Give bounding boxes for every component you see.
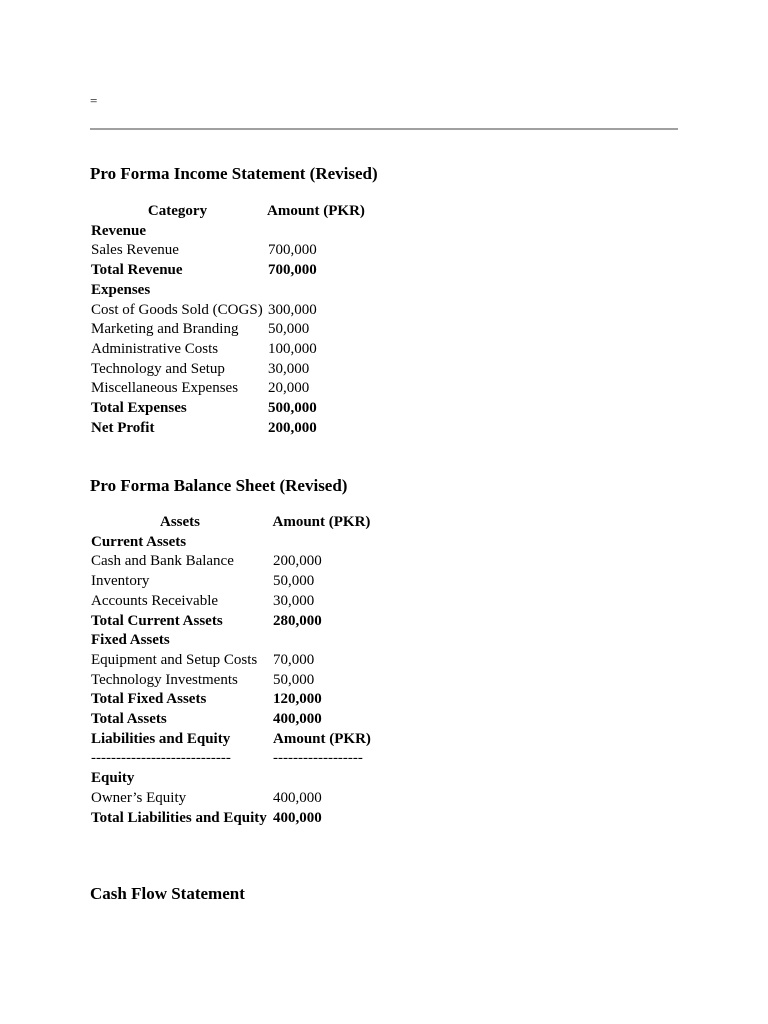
column-header-assets: Assets [160, 514, 200, 530]
row-label: Total Revenue [91, 262, 183, 279]
row-amount: ------------------ [273, 750, 363, 767]
table-row [89, 631, 372, 651]
row-label: Liabilities and Equity [91, 730, 231, 747]
row-amount: 50,000 [273, 573, 315, 590]
table-header-row [89, 513, 372, 533]
balance-sheet-title: Pro Forma Balance Sheet (Revised) [90, 476, 348, 495]
row-amount: 50,000 [273, 671, 315, 688]
row-amount: Amount (PKR) [273, 730, 371, 747]
row-amount: 400,000 [273, 711, 322, 728]
row-label: Net Profit [91, 419, 155, 436]
row-label: Owner’s Equity [91, 789, 187, 806]
cash-flow-title: Cash Flow Statement [90, 884, 245, 903]
table-row [89, 572, 372, 592]
table-row [89, 533, 372, 553]
row-label: Equipment and Setup Costs [91, 651, 258, 668]
row-label: Technology Investments [91, 671, 238, 688]
row-label: Cash and Bank Balance [91, 553, 234, 570]
row-amount: 200,000 [268, 419, 317, 436]
row-amount: 100,000 [268, 340, 317, 357]
row-amount: 20,000 [268, 380, 310, 397]
page-marker: = [90, 93, 98, 108]
table-row [89, 340, 366, 360]
row-label: Revenue [91, 222, 146, 239]
table-row [89, 749, 372, 769]
table-row [89, 419, 366, 439]
income-statement-table [89, 202, 366, 438]
balance-sheet-table [89, 513, 372, 828]
table-row [89, 651, 372, 671]
table-row [89, 399, 366, 419]
table-row [89, 710, 372, 730]
table-row [89, 320, 366, 340]
row-amount: 30,000 [268, 360, 310, 377]
table-row [89, 261, 366, 281]
row-amount: 50,000 [268, 321, 310, 338]
income-statement-title: Pro Forma Income Statement (Revised) [90, 164, 378, 183]
table-row [89, 671, 372, 691]
row-label: Cost of Goods Sold (COGS) [91, 301, 263, 318]
row-label: Total Assets [91, 711, 167, 728]
row-label: Fixed Assets [91, 632, 170, 649]
row-amount: 700,000 [268, 262, 317, 279]
table-row [89, 592, 372, 612]
table-row [89, 809, 372, 829]
table-row [89, 222, 366, 242]
column-header-amount: Amount (PKR) [272, 514, 371, 530]
row-amount: 70,000 [273, 651, 315, 668]
table-row [89, 552, 372, 572]
row-label: Miscellaneous Expenses [91, 380, 239, 397]
table-row [89, 301, 366, 321]
row-amount [265, 222, 366, 242]
column-header-category: Category [147, 203, 208, 219]
row-amount: 120,000 [273, 691, 322, 708]
row-amount: 300,000 [268, 301, 317, 318]
table-row [89, 769, 372, 789]
row-amount: 30,000 [273, 592, 315, 609]
row-label: Current Assets [91, 533, 187, 550]
table-row [89, 789, 372, 809]
table-header-row [89, 202, 366, 222]
table-row [89, 379, 366, 399]
balance-sheet-rows [89, 533, 372, 829]
row-amount: 200,000 [273, 553, 322, 570]
row-amount [270, 631, 372, 651]
row-amount: 280,000 [273, 612, 322, 629]
row-label: Total Current Assets [91, 612, 223, 629]
table-row [89, 360, 366, 380]
row-label: Administrative Costs [91, 340, 219, 357]
row-amount: 400,000 [273, 789, 322, 806]
income-statement-rows [89, 222, 366, 439]
column-header-amount: Amount (PKR) [267, 203, 365, 219]
row-amount [265, 281, 366, 301]
row-label: Equity [91, 770, 135, 787]
row-label: Expenses [91, 281, 151, 298]
table-row [89, 730, 372, 750]
table-row [89, 281, 366, 301]
row-amount: 700,000 [268, 242, 317, 259]
table-row [89, 612, 372, 632]
row-label: Sales Revenue [91, 242, 179, 259]
row-label: Accounts Receivable [91, 592, 219, 609]
row-label: Total Liabilities and Equity [91, 809, 267, 826]
row-label: Total Expenses [91, 400, 187, 417]
row-amount: 500,000 [268, 400, 317, 417]
row-amount [270, 769, 372, 789]
row-label: Technology and Setup [91, 360, 225, 377]
row-amount [270, 533, 372, 553]
table-row [89, 690, 372, 710]
row-amount: 400,000 [273, 809, 322, 826]
row-label: Total Fixed Assets [91, 691, 207, 708]
row-label: Inventory [91, 573, 150, 590]
row-label: ---------------------------- [91, 750, 231, 767]
table-row [89, 241, 366, 261]
row-label: Marketing and Branding [91, 321, 239, 338]
horizontal-rule [90, 128, 678, 130]
